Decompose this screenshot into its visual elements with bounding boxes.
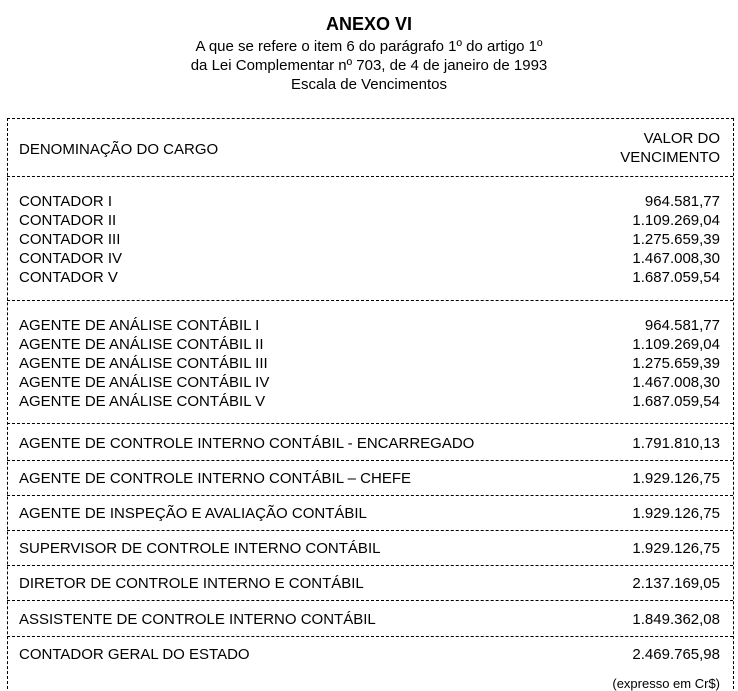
cargo-cell: SUPERVISOR DE CONTROLE INTERNO CONTÁBIL: [19, 540, 381, 557]
valor-cell: 1.467.008,30: [632, 250, 720, 267]
cargo-cell: CONTADOR IV: [19, 250, 123, 267]
row-divider: [7, 600, 733, 601]
valor-cell: 1.275.659,39: [632, 355, 720, 372]
document-subtitle: Escala de Vencimentos: [291, 76, 447, 93]
valor-cell: 1.109.269,04: [632, 336, 720, 353]
valor-cell: 1.929.126,75: [632, 540, 720, 557]
row-divider: [7, 460, 733, 461]
cargo-cell: AGENTE DE ANÁLISE CONTÁBIL I: [19, 317, 260, 334]
cargo-cell: AGENTE DE INSPEÇÃO E AVALIAÇÃO CONTÁBIL: [19, 505, 367, 522]
currency-note: (expresso em Cr$): [612, 676, 720, 691]
cargo-cell: AGENTE DE CONTROLE INTERNO CONTÁBIL – CHEFE: [19, 470, 411, 487]
row-divider: [7, 300, 733, 301]
valor-cell: 964.581,77: [644, 317, 720, 334]
valor-cell: 1.687.059,54: [632, 393, 720, 410]
cargo-cell: AGENTE DE ANÁLISE CONTÁBIL III: [19, 355, 268, 372]
valor-cell: 2.469.765,98: [632, 646, 720, 663]
row-divider: [7, 530, 733, 531]
document-title: ANEXO VI: [325, 14, 413, 34]
column-header-valor-line-2: VENCIMENTO: [620, 149, 720, 166]
row-divider: [7, 176, 733, 177]
valor-cell: 964.581,77: [644, 193, 720, 210]
cargo-cell: CONTADOR II: [19, 212, 117, 229]
cargo-cell: ASSISTENTE DE CONTROLE INTERNO CONTÁBIL: [19, 611, 376, 628]
valor-cell: 1.929.126,75: [632, 470, 720, 487]
column-header-cargo: DENOMINAÇÃO DO CARGO: [19, 141, 219, 158]
cargo-cell: AGENTE DE ANÁLISE CONTÁBIL V: [19, 393, 266, 410]
cargo-cell: AGENTE DE ANÁLISE CONTÁBIL IV: [19, 374, 270, 391]
row-divider: [7, 495, 733, 496]
column-header-valor: [580, 129, 720, 167]
column-header-valor-line-1: VALOR DO: [643, 130, 720, 147]
cargo-cell: CONTADOR I: [19, 193, 113, 210]
cargo-cell: CONTADOR III: [19, 231, 121, 248]
cargo-cell: AGENTE DE CONTROLE INTERNO CONTÁBIL - ENCARREGADO: [19, 435, 475, 452]
row-divider: [7, 423, 733, 424]
valor-cell: 1.687.059,54: [632, 269, 720, 286]
valor-cell: 1.929.126,75: [632, 505, 720, 522]
valor-cell: 1.275.659,39: [632, 231, 720, 248]
valor-cell: 2.137.169,05: [632, 575, 720, 592]
cargo-cell: AGENTE DE ANÁLISE CONTÁBIL II: [19, 336, 264, 353]
reference-line-1: A que se refere o item 6 do parágrafo 1º do artigo 1º: [195, 38, 543, 55]
cargo-cell: DIRETOR DE CONTROLE INTERNO E CONTÁBIL: [19, 575, 364, 592]
valor-cell: 1.109.269,04: [632, 212, 720, 229]
row-divider: [7, 636, 733, 637]
valor-cell: 1.849.362,08: [632, 611, 720, 628]
cargo-cell: CONTADOR GERAL DO ESTADO: [19, 646, 250, 663]
valor-cell: 1.467.008,30: [632, 374, 720, 391]
valor-cell: 1.791.810,13: [632, 435, 720, 452]
row-divider: [7, 565, 733, 566]
reference-line-2: da Lei Complementar nº 703, de 4 de janeiro de 1993: [190, 57, 548, 74]
cargo-cell: CONTADOR V: [19, 269, 118, 286]
